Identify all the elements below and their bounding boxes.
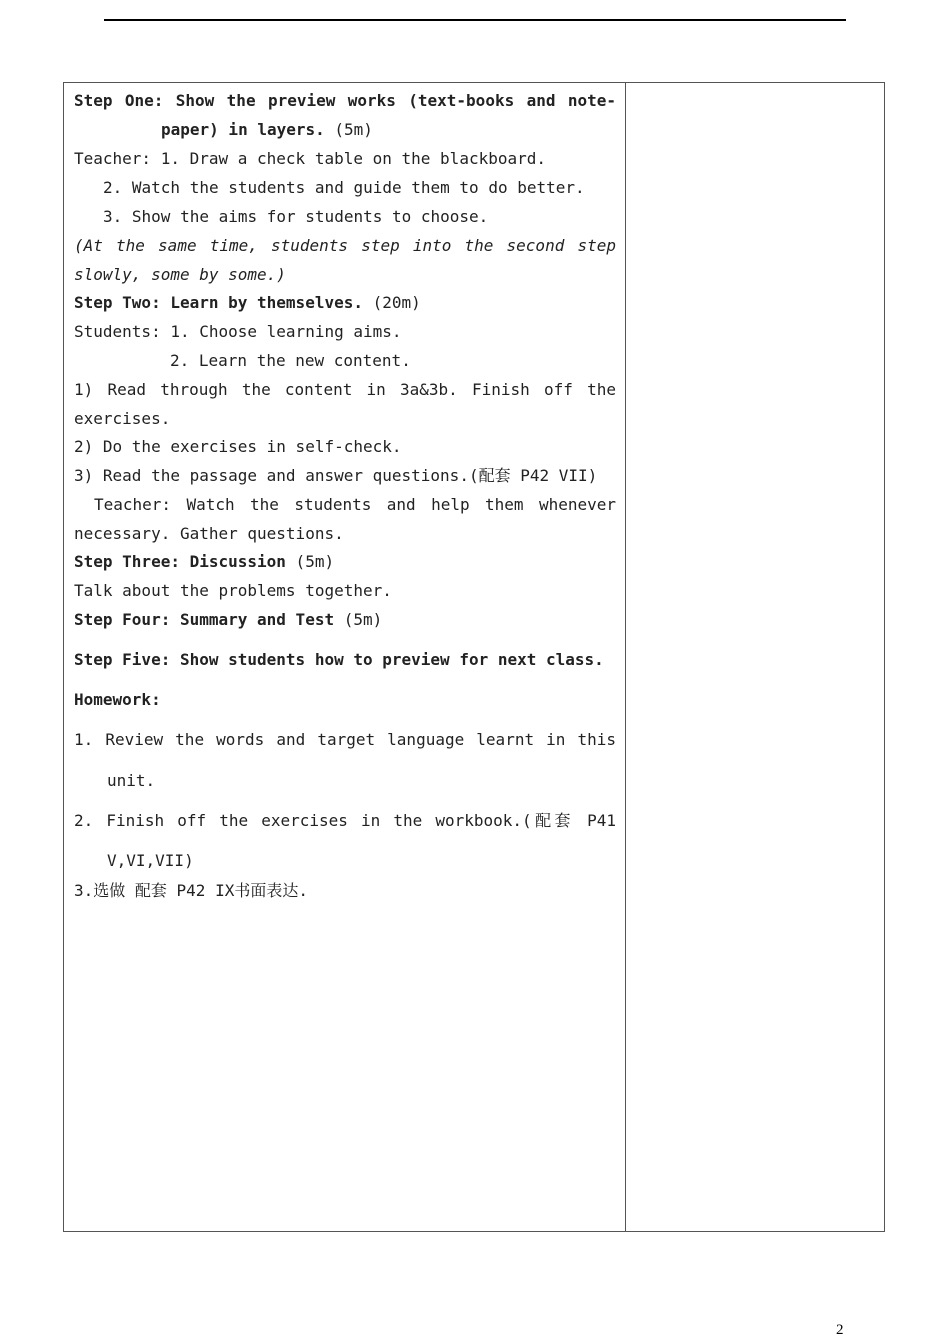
- header-rule: [104, 19, 846, 21]
- lesson-table: [63, 82, 885, 1232]
- item-2: 2) Do the exercises in self-check.: [74, 437, 402, 456]
- step-two-heading: [74, 293, 421, 313]
- step-one-heading-cont: [161, 120, 373, 140]
- step-two-title: Step Two: Learn by themselves.: [74, 293, 363, 312]
- page-number: 2: [836, 1322, 844, 1338]
- step-two-time: (20m): [362, 293, 421, 312]
- students-task-2: 2. Learn the new content.: [170, 351, 411, 370]
- step-four-title: Step Four: Summary and Test: [74, 610, 335, 629]
- homework-item-1-line-2: unit.: [107, 771, 156, 790]
- teacher-watch-line-1: Teacher: Watch the students and help them whenever: [94, 495, 616, 514]
- note-line-2: slowly, some by some.): [74, 265, 286, 284]
- step-four-time: (5m): [334, 610, 383, 629]
- homework-title: Homework:: [74, 690, 161, 709]
- step-three-time: (5m): [285, 552, 335, 571]
- step-one-heading: [74, 91, 616, 111]
- teacher-watch-line-2: necessary. Gather questions.: [74, 524, 344, 543]
- step-four-heading: [74, 610, 382, 630]
- teacher-task-2: 2. Watch the students and guide them to do better.: [103, 178, 585, 197]
- item-3: 3) Read the passage and answer questions.(配套 P42 VII): [74, 466, 598, 485]
- homework-item-3: 3.选做 配套 P42 IX书面表达.: [74, 881, 308, 900]
- item-1-line-2: exercises.: [74, 409, 171, 428]
- homework-item-2-line-2: V,VI,VII): [107, 851, 194, 870]
- step-one-time: (5m): [324, 120, 373, 139]
- teacher-task-1: Teacher: 1. Draw a check table on the blackboard.: [74, 149, 547, 168]
- note-line-1: (At the same time, students step into the second step: [74, 236, 616, 255]
- talk-line: Talk about the problems together.: [74, 581, 392, 600]
- column-divider: [625, 83, 626, 1231]
- step-one-title-cont: paper) in layers.: [161, 120, 325, 139]
- teacher-task-3: 3. Show the aims for students to choose.: [103, 207, 489, 226]
- step-five-heading: Step Five: Show students how to preview for next class.: [74, 650, 604, 669]
- students-task-1: Students: 1. Choose learning aims.: [74, 322, 402, 341]
- step-three-heading: [74, 552, 334, 572]
- homework-item-2-line-1: 2. Finish off the exercises in the workbook.(配套 P41: [74, 811, 616, 830]
- item-1-line-1: 1) Read through the content in 3a&3b. Finish off the: [74, 380, 616, 399]
- step-three-title: Step Three: Discussion: [74, 552, 286, 571]
- homework-item-1-line-1: 1. Review the words and target language learnt in this: [74, 730, 616, 749]
- step-one-title: Step One: Show the preview works (text-books and note-: [74, 91, 616, 110]
